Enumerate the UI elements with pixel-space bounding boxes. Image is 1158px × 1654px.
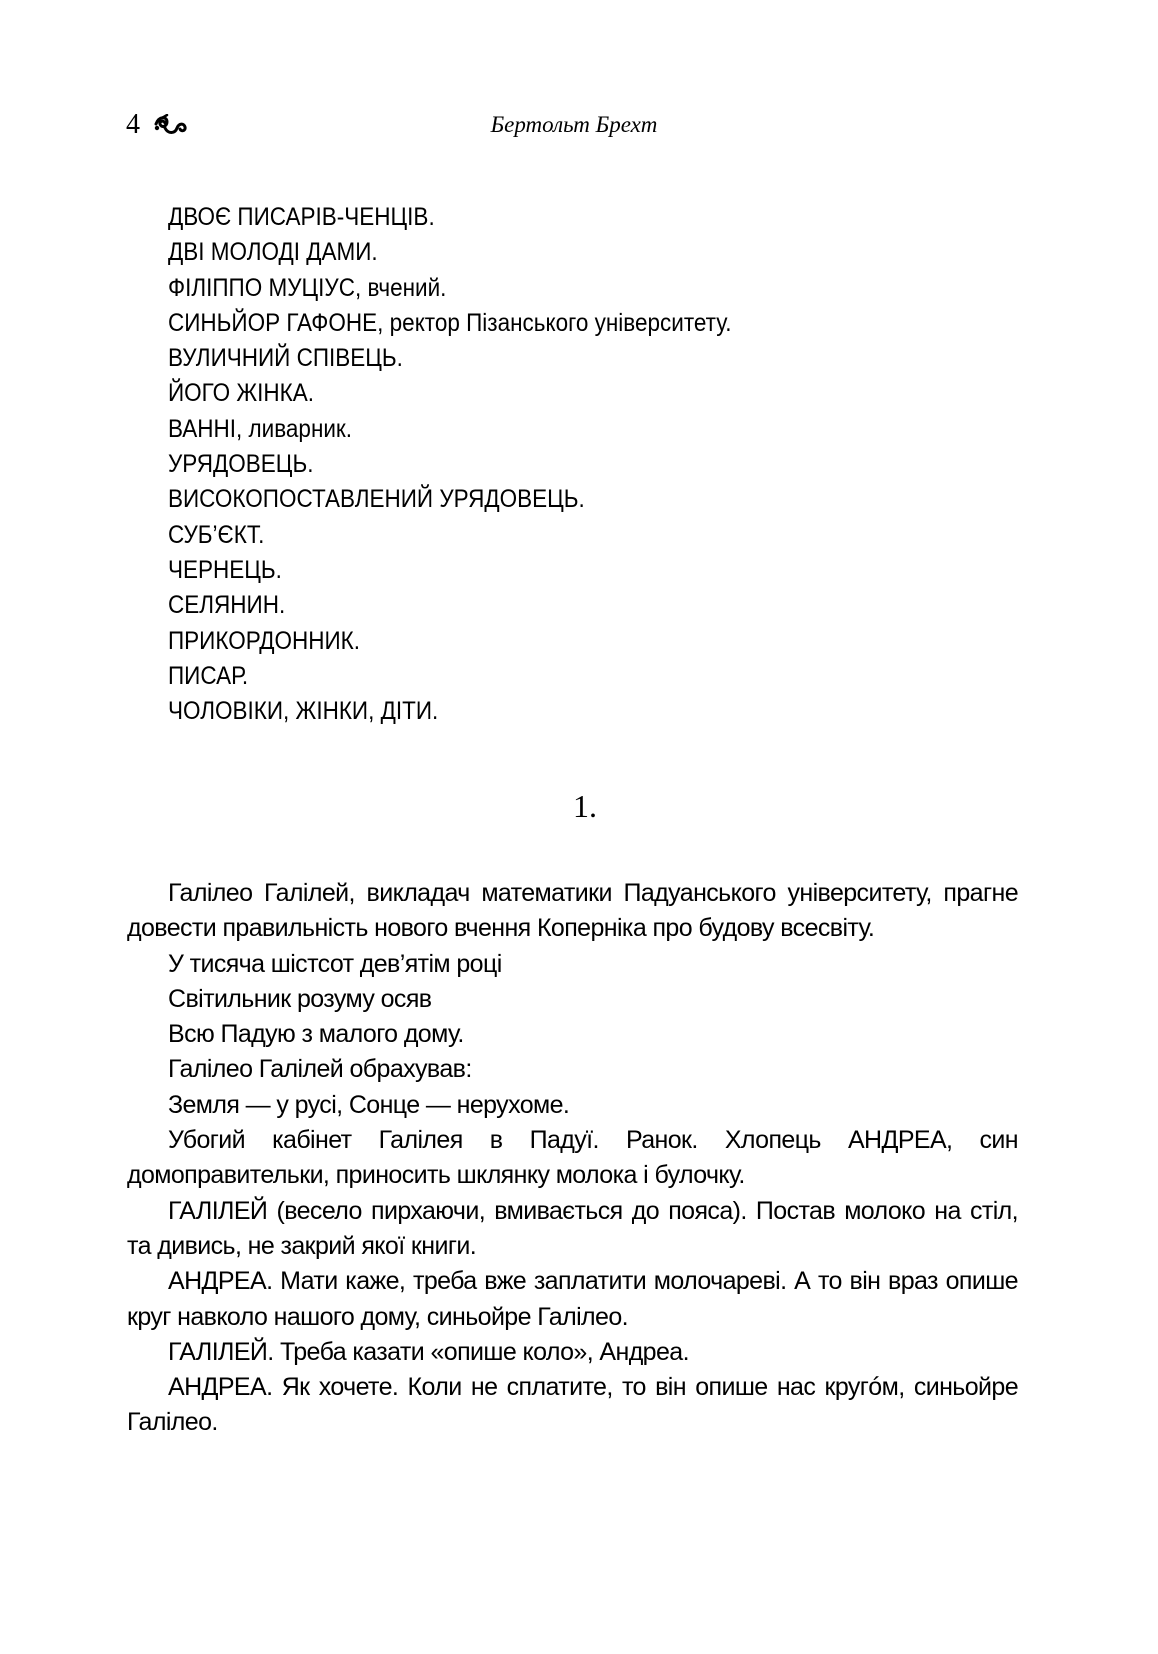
dialogue-paragraph: ГАЛІЛЕЙ (весело пирхаючи, вмивається до пояса). Постав молоко на стіл, та дивись, не закрий якої книги. xyxy=(127,1196,1018,1260)
cast-list xyxy=(168,200,731,729)
scene-summary-paragraph: Галілео Галілей, викладач математики Падуанського університету, прагне довести правильність нового вчення Коперніка про будову всесвіту. xyxy=(127,879,1018,943)
stage-direction-paragraph: Убогий кабінет Галілея в Падуї. Ранок. Хлопець АНДРЕА, син домоправительки, приносить шклянку молока і булочку. xyxy=(127,1126,1018,1190)
cast-list-item: ЧЕРНЕЦЬ. xyxy=(168,555,282,584)
scene-heading: 1. xyxy=(573,788,597,824)
dialogue-paragraph: АНДРЕА. Мати каже, треба вже заплатити молочареві. А то він враз опише круг навколо нашого дому, синьойре Галілео. xyxy=(127,1267,1018,1331)
running-title: Бертольт Брехт xyxy=(490,112,658,137)
verse-line: Земля — у русі, Сонце — нерухоме. xyxy=(168,1090,570,1119)
cast-list-item: СУБ’ЄКТ. xyxy=(168,520,265,549)
cast-list-item: ДВОЄ ПИСАРІВ-ЧЕНЦІВ. xyxy=(168,203,435,231)
cast-list-item: УРЯДОВЕЦЬ. xyxy=(168,450,314,479)
fleuron-ornament-icon xyxy=(153,114,187,136)
cast-list-item: ПРИКОРДОННИК. xyxy=(168,626,360,655)
body-text xyxy=(127,876,1018,1441)
cast-list-item: ВИСОКОПОСТАВЛЕНИЙ УРЯДОВЕЦЬ. xyxy=(168,485,585,514)
cast-list-item: ДВІ МОЛОДІ ДАМИ. xyxy=(168,238,378,267)
cast-list-item: ВАННІ, ливарник. xyxy=(168,414,353,443)
page-number: 4 xyxy=(126,109,140,140)
dialogue-paragraph: ГАЛІЛЕЙ. Треба казати «опише коло», Андреа. xyxy=(168,1337,689,1366)
page-header xyxy=(0,108,1158,144)
dialogue-paragraph: АНДРЕА. Як хочете. Коли не сплатите, то він опише нас кругóм, синьойре Галілео. xyxy=(127,1373,1018,1437)
verse-line: Всю Падую з малого дому. xyxy=(168,1020,464,1049)
cast-list-item: ПИСАР. xyxy=(168,661,249,690)
cast-list-item: ЧОЛОВІКИ, ЖІНКИ, ДІТИ. xyxy=(168,697,439,726)
cast-list-item: СИНЬЙОР ГАФОНЕ, ректор Пізанського університету. xyxy=(168,308,732,337)
cast-list-item: СЕЛЯНИН. xyxy=(168,591,286,620)
verse-line: У тисяча шістсот дев’ятім році xyxy=(168,949,502,978)
cast-list-item: ВУЛИЧНИЙ СПІВЕЦЬ. xyxy=(168,344,403,373)
cast-list-item: ЙОГО ЖІНКА. xyxy=(168,379,314,408)
verse-line: Галілео Галілей обрахував: xyxy=(168,1055,472,1084)
verse-line: Світильник розуму осяв xyxy=(168,984,432,1013)
cast-list-item: ФІЛІППО МУЦІУС, вчений. xyxy=(168,273,447,302)
